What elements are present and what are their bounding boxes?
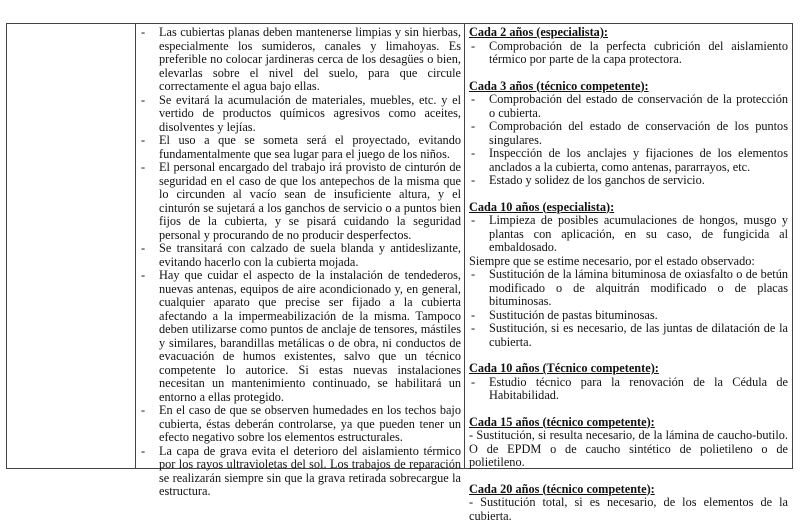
section-10-years-specialist <box>469 201 788 350</box>
list-item <box>139 94 461 135</box>
section-heading: Cada 20 años (técnico competente): <box>469 483 788 497</box>
usage-recommendations-column <box>136 24 465 468</box>
section-heading: Cada 10 años (Técnico competente): <box>469 362 788 376</box>
item-text: Comprobación del estado de conservación de la protección o cubierta. <box>489 93 788 120</box>
list-item <box>139 242 461 269</box>
list-item <box>469 40 788 67</box>
section-10-years-technician <box>469 362 788 403</box>
list-item <box>139 26 461 94</box>
list-item <box>469 268 788 309</box>
bullet-dash: - <box>139 161 159 242</box>
item-text: Estado y solidez de los ganchos de servicio. <box>489 174 788 188</box>
item-text: Sustitución de la lámina bituminosa de oxiasfalto o de betún modificado o de alquitrán modificado o de placas bituminosas. <box>489 268 788 309</box>
section-3-years <box>469 80 788 188</box>
item-text: Hay que cuidar el aspecto de la instalación de tendederos, nuevas antenas, equipos de aire acondicionado y, en general, cualquier aparato que precise ser fijado a la cubierta afectando a la impermeabilización de la misma. Tampoco deben utilizarse como puntos de anclaje de tensores, mástiles y similares, barandillas metálicas o de obra, ni conductos de evacuación de humos existentes, salvo que un técnico competente lo autorice. Si estas nuevas instalaciones necesitan un mantenimiento continuado, se habilitará un entorno a ellas protegido. <box>159 269 461 404</box>
item-text: Comprobación de la perfecta cubrición del aislamiento térmico por parte de la capa protectora. <box>489 40 788 67</box>
bullet-dash: - <box>139 445 159 499</box>
list-item <box>469 322 788 349</box>
item-text: El personal encargado del trabajo irá provisto de cinturón de seguridad en el caso de que los antepechos de la misma que lo circunden al vacío sean de insuficiente altura, y el cinturón se sujetará a los ganchos de servicio o a puntos bien fijos de la cubierta, y se pisará cuidando la seguridad personal y procurando de no producir desperfectos. <box>159 161 461 242</box>
list-item <box>469 376 788 403</box>
item-text: Se evitará la acumulación de materiales, muebles, etc. y el vertido de productos químicos agresivos como aceites, disolventes y lejías. <box>159 94 461 135</box>
section-15-years <box>469 416 788 470</box>
item-text: La capa de grava evita el deterioro del aislamiento térmico por los rayos ultravioletas del sol. Los trabajos de reparación se realizarán siempre sin que la grava retirada sobrecargue la estructura. <box>159 445 461 499</box>
item-text: Se transitará con calzado de suela blanda y antideslizante, evitando hacerlo con la cubierta mojada. <box>159 242 461 269</box>
section-2-years <box>469 26 788 67</box>
item-text: Estudio técnico para la renovación de la Cédula de Habitabilidad. <box>489 376 788 403</box>
section-heading: Cada 3 años (técnico competente): <box>469 80 788 94</box>
maintenance-table <box>6 23 793 469</box>
section-20-years <box>469 483 788 523</box>
list-item <box>139 161 461 242</box>
item-text: Limpieza de posibles acumulaciones de hongos, musgo y plantas con aplicación, en su caso, de fungicida al embaldosado. <box>489 214 788 255</box>
empty-first-column <box>7 24 136 468</box>
list-item <box>139 445 461 499</box>
bullet-dash: - <box>469 268 489 309</box>
list-item <box>139 404 461 445</box>
bullet-dash: - <box>139 94 159 135</box>
bullet-dash: - <box>139 404 159 445</box>
list-item <box>139 134 461 161</box>
section-text: - Sustitución, si resulta necesario, de la lámina de caucho-butilo. O de EPDM o de caucho sintético de polietileno o de polietileno. <box>469 429 788 470</box>
item-text: En el caso de que se observen humedades en los techos bajo cubierta, éstas deberán controlarse, ya que pueden tener un efecto negativo sobre los elementos estructurales. <box>159 404 461 445</box>
list-item <box>469 214 788 255</box>
section-text: - Sustitución total, si es necesario, de los elementos de la cubierta. <box>469 496 788 523</box>
item-text: Sustitución, si es necesario, de las juntas de dilatación de la cubierta. <box>489 322 788 349</box>
bullet-dash: - <box>139 134 159 161</box>
bullet-dash: - <box>469 376 489 403</box>
bullet-dash: - <box>139 26 159 94</box>
bullet-dash: - <box>469 322 489 349</box>
bullet-dash: - <box>469 147 489 174</box>
bullet-dash: - <box>469 174 489 188</box>
list-item <box>469 147 788 174</box>
section-heading: Cada 2 años (especialista): <box>469 26 788 40</box>
bullet-dash: - <box>469 93 489 120</box>
section-heading: Cada 10 años (especialista): <box>469 201 788 215</box>
list-item <box>469 309 788 323</box>
list-item <box>139 269 461 404</box>
bullet-dash: - <box>469 120 489 147</box>
item-text: Las cubiertas planas deben mantenerse limpias y sin hierbas, especialmente los sumideros, canales y limahoyas. Es preferible no colocar jardineras cerca de los desagües o bien, elevarlas sobre el nivel del suelo, para que circule correctamente el agua bajo ellas. <box>159 26 461 94</box>
section-note: Siempre que se estime necesario, por el estado observado: <box>469 255 788 269</box>
bullet-dash: - <box>469 40 489 67</box>
bullet-dash: - <box>469 214 489 255</box>
item-text: El uso a que se someta será el proyectado, evitando fundamentalmente que sea lugar para el juego de los niños. <box>159 134 461 161</box>
maintenance-schedule-column <box>465 24 792 468</box>
list-item <box>469 120 788 147</box>
list-item <box>469 93 788 120</box>
bullet-dash: - <box>469 309 489 323</box>
item-text: Comprobación del estado de conservación de los puntos singulares. <box>489 120 788 147</box>
item-text: Sustitución de pastas bituminosas. <box>489 309 788 323</box>
item-text: Inspección de los anclajes y fijaciones de los elementos anclados a la cubierta, como antenas, pararrayos, etc. <box>489 147 788 174</box>
bullet-dash: - <box>139 242 159 269</box>
bullet-dash: - <box>139 269 159 404</box>
list-item <box>469 174 788 188</box>
section-heading: Cada 15 años (técnico competente): <box>469 416 788 430</box>
